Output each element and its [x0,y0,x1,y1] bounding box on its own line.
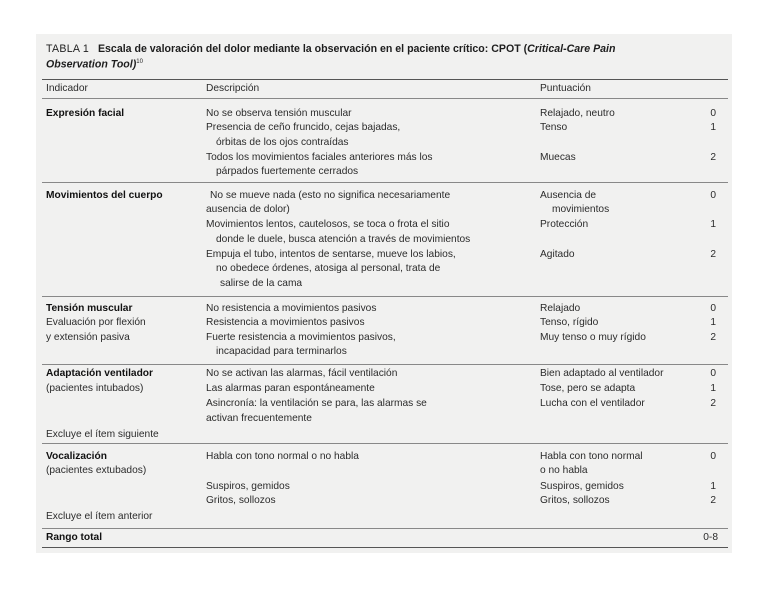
cuerpo-desc-3a: Empuja el tubo, intentos de sentarse, mueve los labios, [206,249,456,260]
facial-desc-1: No se observa tensión muscular [206,108,352,119]
cuerpo-punt-2: Protección [540,219,589,230]
total-value: 0-8 [703,532,718,543]
facial-desc-2a: Presencia de ceño fruncido, cejas bajadas, [206,122,401,133]
ventilador-punt-3: Lucha con el ventilador [540,398,645,409]
cuerpo-desc-1b: ausencia de dolor) [206,204,290,215]
tension-desc-2: Resistencia a movimientos pasivos [206,317,365,328]
indicator-cuerpo: Movimientos del cuerpo [46,190,163,201]
indicator-facial: Expresión facial [46,108,125,119]
cuerpo-score-3: 2 [710,249,716,260]
cuerpo-score-2: 1 [710,219,716,230]
ventilador-desc-3b: activan frecuentemente [206,413,312,424]
cuerpo-desc-2b: donde le duele, busca atención a través de movimientos [216,234,471,245]
header-puntuacion: Puntuación [540,83,591,94]
vocal-sub: (pacientes extubados) [46,465,147,476]
facial-score-1: 0 [710,108,716,119]
vocal-punt-1b: o no habla [540,465,588,476]
ventilador-sub: (pacientes intubados) [46,383,144,394]
rule-facial [42,182,728,183]
cuerpo-desc-3c: salirse de la cama [220,278,303,289]
rule-cuerpo [42,296,728,297]
tension-punt-1: Relajado [540,303,581,314]
cuerpo-punt-1a: Ausencia de [540,190,597,201]
vocal-desc-2: Suspiros, gemidos [206,481,290,492]
vocal-desc-3: Gritos, sollozos [206,495,276,506]
indicator-tension: Tensión muscular [46,303,133,314]
vocal-punt-1a: Habla con tono normal [540,451,643,462]
tension-sub-2: y extensión pasiva [46,332,130,343]
facial-punt-1: Relajado, neutro [540,108,615,119]
vocal-score-1: 0 [710,451,716,462]
header-descripcion: Descripción [206,83,260,94]
rule-top [42,79,728,80]
cuerpo-score-1: 0 [710,190,716,201]
table-title-italic: Critical-Care Pain [527,43,616,55]
table-title: Escala de valoración del dolor mediante la observación en el paciente crítico: CPOT ( [97,43,528,55]
total-label: Rango total [46,532,103,543]
tension-score-3: 2 [710,332,716,343]
facial-desc-2b: órbitas de los ojos contraídas [216,137,349,148]
rule-ventilador [42,443,728,444]
tension-desc-3b: incapacidad para terminarlos [216,346,347,357]
cuerpo-punt-3: Agitado [540,249,575,260]
tension-score-2: 1 [710,317,716,328]
facial-desc-3b: párpados fuertemente cerrados [216,166,359,177]
rule-header [42,98,728,99]
tension-score-1: 0 [710,303,716,314]
facial-score-3: 2 [710,152,716,163]
table-label: TABLA 1 [46,43,90,55]
ventilador-excluye: Excluye el ítem siguiente [46,429,159,440]
indicator-vocal: Vocalización [46,451,107,462]
facial-punt-2: Tenso [540,122,568,133]
facial-punt-3: Muecas [540,152,576,163]
vocal-excluye: Excluye el ítem anterior [46,511,153,522]
cuerpo-desc-2a: Movimientos lentos, cautelosos, se toca o frota el sitio [206,219,450,230]
tension-punt-2: Tenso, rígido [540,317,599,328]
header-indicador: Indicador [46,83,88,94]
tension-desc-3a: Fuerte resistencia a movimientos pasivos, [206,332,396,343]
facial-desc-3a: Todos los movimientos faciales anteriores más los [206,152,433,163]
vocal-punt-3: Gritos, sollozos [540,495,610,506]
rule-vocal [42,528,728,529]
ventilador-desc-2: Las alarmas paran espontáneamente [206,383,375,394]
vocal-punt-2: Suspiros, gemidos [540,481,624,492]
ventilador-score-2: 1 [710,383,716,394]
vocal-desc-1: Habla con tono normal o no habla [206,451,359,462]
indicator-ventilador: Adaptación ventilador [46,368,153,379]
rule-bottom [42,547,728,548]
table-caption [46,43,706,72]
rule-tension [42,364,728,365]
ventilador-desc-1: No se activan las alarmas, fácil ventilación [206,368,398,379]
tension-sub-1: Evaluación por flexión [46,317,146,328]
tension-punt-3: Muy tenso o muy rígido [540,332,646,343]
ventilador-punt-1: Bien adaptado al ventilador [540,368,664,379]
vocal-score-3: 2 [710,495,716,506]
ventilador-score-3: 2 [710,398,716,409]
cuerpo-desc-3b: no obedece órdenes, atosiga al personal, trata de [216,263,441,274]
ventilador-desc-3a: Asincronía: la ventilación se para, las alarmas se [206,398,427,409]
ventilador-score-1: 0 [710,368,716,379]
cuerpo-desc-1a: No se mueve nada (esto no significa necesariamente [210,190,451,201]
table-title-italic-line2: Observation Tool) [46,58,137,71]
cuerpo-punt-1b: movimientos [552,204,610,215]
facial-score-2: 1 [710,122,716,133]
table-reference: 10 [136,59,143,65]
tension-desc-1: No resistencia a movimientos pasivos [206,303,377,314]
ventilador-punt-2: Tose, pero se adapta [540,383,636,394]
vocal-score-2: 1 [710,481,716,492]
